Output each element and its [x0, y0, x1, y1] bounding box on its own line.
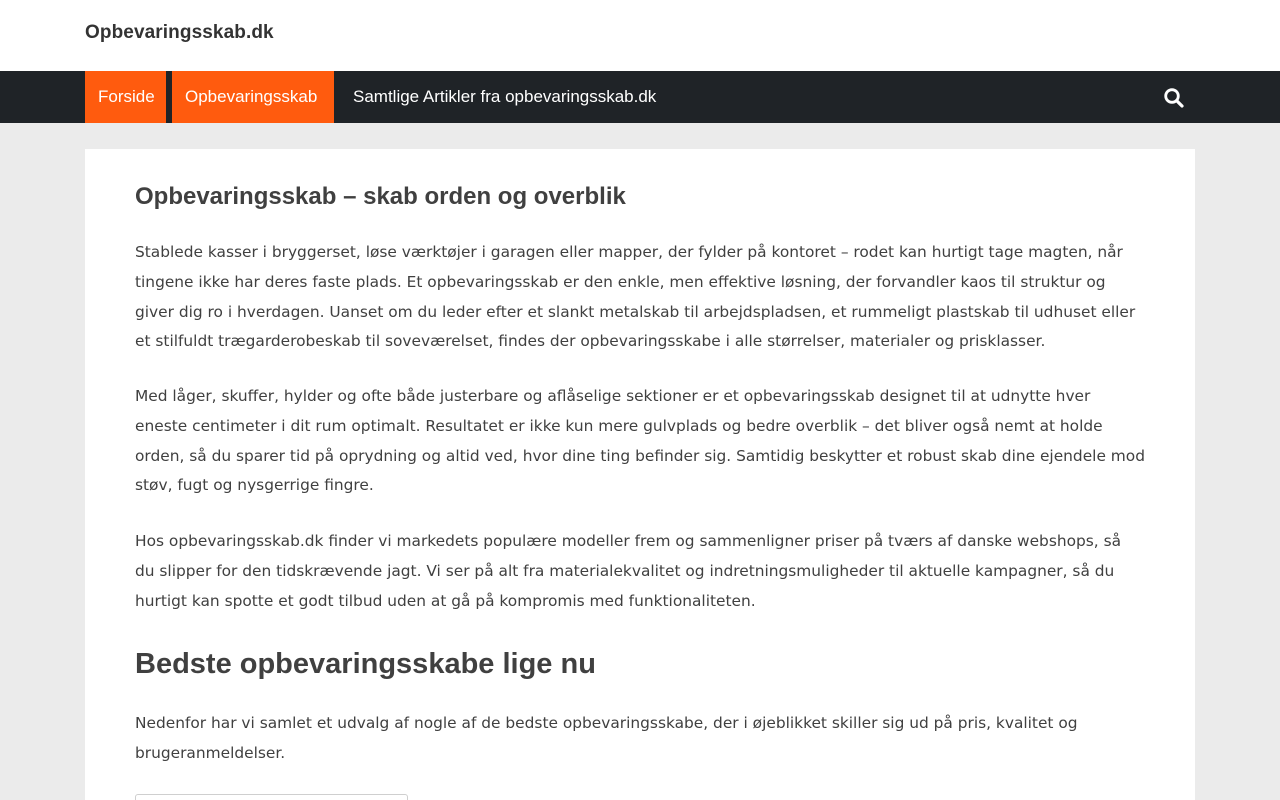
page-title: Opbevaringsskab – skab orden og overblik: [135, 183, 626, 210]
intro-paragraph-2: Med låger, skuffer, hylder og ofte både justerbare og aflåselige sektioner er et opbevaringsskab designet til at udnytte hver eneste centimeter i dit rum optimalt. Resultatet er ikke kun mere gulvplads og bedre overblik – det bliver også nemt at holde orden, så du sparer tid på oprydning og altid ved, hvor dine ting befinder sig. Samtidig beskytter et robust skab dine ejendele mod støv, fugt og nysgerrige fingre.: [135, 387, 1145, 495]
product-card[interactable]: [135, 794, 408, 800]
main-navigation: [0, 71, 1280, 123]
site-title-link[interactable]: Opbevaringsskab.dk: [85, 22, 274, 43]
site-header: [0, 0, 1280, 71]
section-heading-best-cabinets: Bedste opbevaringsskabe lige nu: [135, 648, 596, 680]
intro-paragraph-1: Stablede kasser i bryggerset, løse værktøjer i garagen eller mapper, der fylder på kontoret – rodet kan hurtigt tage magten, når tingene ikke har deres faste plads. Et opbevaringsskab er den enkle, men effektive løsning, der forvandler kaos til struktur og giver dig ro i hverdagen. Uanset om du leder efter et slankt metalskab til arbejdspladsen, et rummeligt plastskab til udhuset eller et stilfuldt trægarderobeskab til soveværelset, findes der opbevaringsskabe i alle størrelser, materialer og prisklasser.: [135, 243, 1136, 351]
nav-item-opbevaringsskab[interactable]: Opbevaringsskab: [172, 71, 334, 123]
nav-item-all-articles[interactable]: Samtlige Artikler fra opbevaringsskab.dk: [353, 87, 657, 106]
intro-paragraph-3: Hos opbevaringsskab.dk finder vi markedets populære modeller frem og sammenligner priser på tværs af danske webshops, så du slipper for den tidskrævende jagt. Vi ser på alt fra materialekvalitet og indretningsmuligheder til aktuelle kampagner, så du hurtigt kan spotte et godt tilbud uden at gå på kompromis med funktionaliteten.: [135, 532, 1122, 610]
article-content: [85, 149, 1195, 800]
search-icon[interactable]: [1162, 86, 1186, 110]
section-intro-paragraph: Nedenfor har vi samlet et udvalg af nogle af de bedste opbevaringsskabe, der i øjeblikket skiller sig ud på pris, kvalitet og brugeranmeldelser.: [135, 714, 1078, 762]
nav-item-forside[interactable]: Forside: [85, 71, 166, 123]
